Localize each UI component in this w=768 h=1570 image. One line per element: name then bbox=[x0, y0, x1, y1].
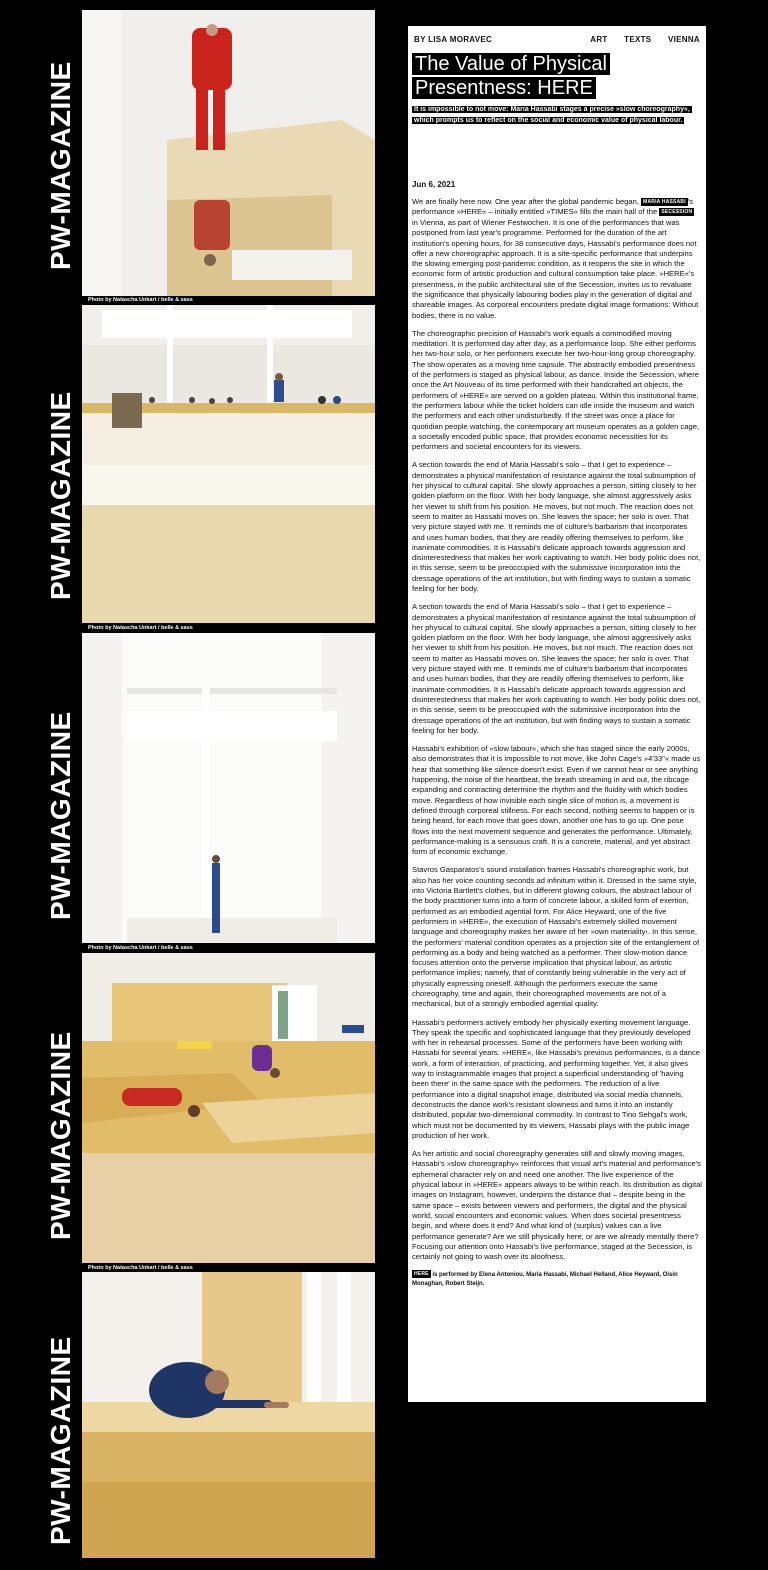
article-date: Jun 6, 2021 bbox=[412, 180, 456, 189]
brand-logo[interactable]: PW-MAGAZINE bbox=[45, 391, 76, 600]
performer-credits: HERE is performed by Elena Antoniou, Maria Hassabi, Michael Helland, Alice Heyward, Oisin Monaghan, Robert Steijn. bbox=[412, 1271, 678, 1287]
photo-performer-blue bbox=[82, 1272, 375, 1558]
article-paragraph: As her artistic and social choreography generates still and slowly moving images, Hassabi's »slow choreography« reinforces that visual art's material and performance's ephemeral character rely on and need one another. The live experience of the physical labour in »HERE« appears always to be within reach. Its distribution as digital images on Instagram, however, underpins the distance that – despite being in the same space – exists between viewers and performers, the digital and the physical world, social encounters and economic values. When does societal presentness begin, and where does it end? And what kind of (surplus) values can a live performance generate? Are we still physically here, or are we already mentally there? Focusing our attention onto Hassabi's live performance, staged at the Secession, is certainly not going to wash over its aloofness. bbox=[412, 1149, 702, 1262]
article-title: The Value of Physical Presentness: HERE bbox=[412, 52, 702, 100]
article-paragraph: The choreographic precision of Hassabi's work equals a commodified moving meditation. It is performed day after day, as a performance loop. She either performs her two-hour solo, or her performers execute her two-hour-long group choreography. The show operates as a moving time capsule. The abstractly embodied presentness of the performers is staged as physical labour, as dance. Inside the Secession, where once the Art Nouveau of its time performed with their handcrafted art objects, the performers of »HERE« are served on a golden plateau. Within this institutional frame, the performers labour while the ticket holders can idle inside the museum and watch the performers and each other undisturbedly. If the street was once a place for quotidian people watching, the contemporary art museum operates as a golden cage, a societally encoded public space, that provides economic necessities for its performers and societal encounters for its viewers. bbox=[412, 328, 700, 452]
photo-golden-platforms bbox=[82, 953, 375, 1263]
photo-credit: Photo by Natascha Unkart / belle & sass bbox=[88, 945, 193, 951]
category-link-vienna[interactable]: VIENNA bbox=[667, 35, 700, 44]
photo-credit: Photo by Natascha Unkart / belle & sass bbox=[88, 1265, 193, 1271]
photo-performer-red bbox=[82, 10, 375, 296]
photo-white-hall bbox=[82, 633, 375, 943]
article-paragraph: A section towards the end of Maria Hassabi's solo – that I get to experience – demonstrates a physical manifestation of resistance against the total subsumption of her physical to cultural capital. She slowly approaches a person, sitting closely to her golden platform on the floor. With her body language, she almost aggressively asks her viewer to shift from his position. He moves, but not much. The reaction does not seem to matter as Hassabi moves on. She leaves the space; her solo is over. That very picture stayed with me. It reminds me of culture's barbarism that incorporates and uses human bodies, that they are readily offering themselves to perform, like inanimate commodities. It is Hassabi's delicate approach towards aggression and disinterestedness that makes her work captivating to watch. Her body politic does not, in this sense, seem to be preoccupied with the submissive incorporation into the dressage operations of the art institution, but with finding ways to sustain a somatic feeling for her body. bbox=[412, 602, 701, 735]
brand-logo[interactable]: PW-MAGAZINE bbox=[45, 1336, 76, 1545]
category-link-art[interactable]: ART bbox=[590, 35, 608, 44]
article-paragraph: Stavros Gasparatos's sound installation frames Hassabi's choreographic work, but also has her voice counting seconds ad infinitum within it. Dressed in the same style, into Victoria Bartlett's clothes, but in different glowing colours, the abstract labour of the body practitioner turns into a form of concrete labour, a skilled form of exertion, performed as an embodied agential form. For Alice Heyward, one of the five performers in »HERE«, the execution of Hassabi's extremely skilled movement language and choreography makes her aware of her »own materiality‹. In this sense, the performers' material condition operates as a projection site of the entanglement of performing as a body and being watched as a performer. Their slow-motion dance focuses attention onto the perverse implication that physical labour, as artistic performance implies; namely, that of constantly being vulnerable in the very act of physically expressing oneself. Although the performers execute the same choreography, time and again, their choreographed movements are not of a mechanical, but of a strongly embodied agential quality. bbox=[412, 865, 700, 1009]
article-paragraph: Hassabi's exhibition of »slow labour«, which she has staged since the early 2000s, also demonstrates that it is impossible to not move, like John Cage's »4'33"« made us hear that something like silence doesn't exist. Even if we cannot hear or see anything happening, the noise of the heartbeat, the breath streaming in and out, the ribcage expanding and contracting determine the rhythm and the fluidity with which bodies move. Regardless of how invisible each single slice of motion is, a movement is defined through corporeal stillness. For each second, nothing seems to happen or is being heard, for each move that goes down, another one has to go up. One pose flows into the next movement sequence and generates the performance. Ultimately, performance-making is a sensuous craft. It is a concrete, material, and yet abstract form of economic exchange. bbox=[412, 744, 701, 857]
venue-tag[interactable]: SECESSION bbox=[661, 209, 693, 216]
article-paragraph: Hassabi's performers actively embody her physically exerting movement language. They speak the specific and sophisticated language that they previously developed with her in rehearsal processes. Some of the performers have been working with Hassabi for several years. »HERE«, like Hassabi's previous performances, is a dance work, a form of interaction, of practicing, and performing together. Yet, it also gives way to instagrammable images that project a superficial understanding of 'having been there' in the same space with the performers. The reduction of a live performance into a digital snapshot image, distributed via social media channels, deconstructs the dance work's resistant slowness and turns it into an instantly distributed, popular two-dimensional commodity. In contrast to Tino Sehgal's work, which must not be documented by its viewers, Hassabi plays with the public image production of her work. bbox=[412, 1017, 701, 1140]
photo-gallery-hall bbox=[82, 305, 375, 623]
work-tag[interactable]: HERE bbox=[414, 1271, 429, 1278]
article-paragraph: A section towards the end of Maria Hassabi's solo – that I get to experience – demonstrates a physical manifestation of resistance against the total subsumption of her physical to cultural capital. She slowly approaches a person, sitting closely to her golden platform on the floor. With her body language, she almost aggressively asks her viewer to shift from his position. He moves, but not much. The reaction does not seem to matter as Hassabi moves on. She leaves the space; her solo is over. That very picture stayed with me. It reminds me of culture's barbarism that incorporates and uses human bodies, that they are readily offering themselves to perform, like inanimate commodities. It is Hassabi's delicate approach towards aggression and disinterestedness that makes her work captivating to watch. Her body politic does not, in this sense, seem to be preoccupied with the submissive incorporation into the dressage operations of the art institution, but with finding ways to sustain a somatic feeling for her body. bbox=[412, 460, 701, 593]
artist-tag[interactable]: MARIA HASSABI bbox=[643, 199, 686, 205]
photo-credit: Photo by Natascha Unkart / belle & sass bbox=[88, 297, 193, 303]
brand-logo[interactable]: PW-MAGAZINE bbox=[45, 61, 76, 270]
article-lede: It is impossible to not move: Maria Hassabi stages a precise »slow choreography«, which prompts us to reflect on the social and economic value of physical labour. bbox=[414, 106, 690, 124]
article bbox=[408, 26, 706, 1402]
brand-logo[interactable]: PW-MAGAZINE bbox=[45, 1031, 76, 1240]
photo-credit: Photo by Natascha Unkart / belle & sass bbox=[88, 625, 193, 631]
category-links bbox=[576, 35, 700, 44]
article-meta bbox=[408, 26, 706, 44]
category-link-texts[interactable]: TEXTS bbox=[624, 35, 652, 44]
brand-logo[interactable]: PW-MAGAZINE bbox=[45, 711, 76, 920]
article-paragraph: We are finally here now. One year after the global pandemic began, MARIA HASSABI 's performance »HERE« – initially entitled »TIMES« fills the main hall of the SECESSION in Vienna, as part of Wiener Festwochen. It is one of the performances that was postponed from last year's programme. Performed for the duration of the art institution's opening hours, for 38 consecutive days, Hassabi's performance does not offer a new choreographic approach. It is a site-specific performance that underpins the slowing emerging post-pandemic condition, as it reopens the site in which the economic form of artistic production and cultural consumption take place. »HERE«'s presentness, in the public architectural site of the Secession, invites us to revaluate the significance that physically labouring bodies play in the generation of digital and shareable images. As corporeal encounters predate digital image formations: Without bodies, there is no value. bbox=[412, 197, 699, 320]
byline[interactable]: BY LISA MORAVEC bbox=[414, 35, 493, 44]
